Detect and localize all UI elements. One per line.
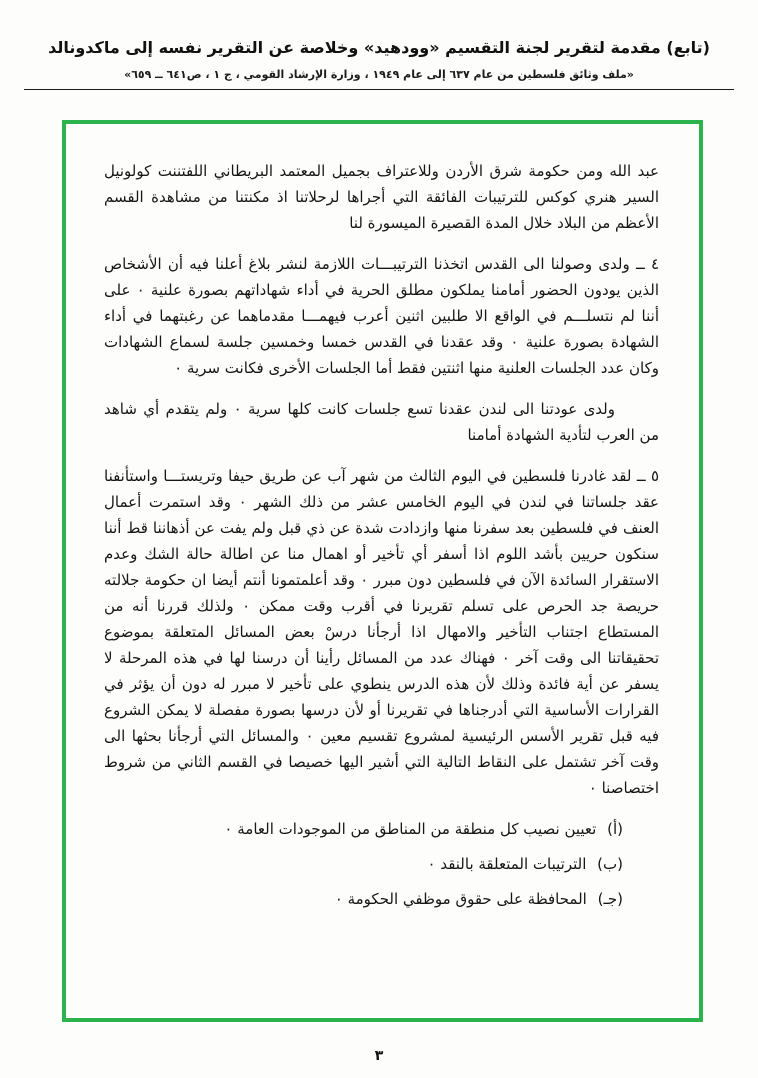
- paragraph-text: لقد غادرنا فلسطين في اليوم الثالث من شهر آب عن طريق حيفا وتريستـــا واستأنفنا عقد جلساتنا في لندن في اليوم الخامس عشر من ذلك الشهر ٠ وقد استمرت أعمال العنف في فلسطين بعد سفرنا منها وازدادت شدة عن ذي قبل ولم يفت عن أذهاننا قط أننا سنكون حريين بأشد اللوم اذا أسفر أي تأخير أو اهمال منا عن اطالة حالة الشك وعدم الاستقرار السائدة الآن في فلسطين دون مبرر ٠ وقد أعلمتمونا أنتم أيضا ان حكومة جلالته حريصة جد الحرص على تسلم تقريرنا في أقرب وقت ممكن ٠ ولذلك قررنا أنه من المستطاع اجتناب التأخير والامهال اذا أرجأنا درسْ بعض المسائل المتعلقة بموضوع تحقيقاتنا الى وقت آخر ٠ فهناك عدد من المسائل رأينا أن درسنا لها في هذه المرحلة لا يسفر عن أية فائدة وذلك لأن هذه الدرس ينطوي على تأخير لا مبرر له دون أن يؤثر في القرارات الأساسية التي أدرجناها في تقريرنا أو لأن درسها بصورة مفصلة لا يمكن الشروع فيه قبل تقرير الأسس الرئيسية لمشروع تقسيم معين ٠ والمسائل التي أرجأنا بحثها الى وقت آخر تشتمل على النقاط التالية التي أشير اليها خصيصا في القسم الثاني من شروط اختصاصنا ٠: [104, 467, 660, 797]
- paragraph-text: ولدى عودتنا الى لندن عقدنا تسع جلسات كانت كلها سرية ٠ ولم يتقدم أي شاهد من العرب لتأدية الشهادة أمامنا: [104, 400, 659, 444]
- list-marker-a: (أ): [607, 820, 623, 838]
- list-item-j: [104, 886, 623, 912]
- list-item-text: تعيين نصيب كل منطقة من المناطق من الموجودات العامة ٠: [224, 820, 597, 838]
- header-divider: [24, 89, 734, 90]
- list-marker-j: (جـ): [597, 890, 623, 908]
- paragraph-text: عبد الله ومن حكومة شرق الأردن وللاعتراف بجميل المعتمد البريطاني اللفتننت كولونيل السير هنري كوكس للترتيبات الفائقة التي أجراها لرحلاتنا اذ مكنتنا من مشاهدة القسم الأعظم من البلاد خلال المدة القصيرة الميسورة لنا: [104, 162, 659, 232]
- body-paragraph-london-sessions: [104, 396, 659, 448]
- document-header: [0, 0, 758, 90]
- body-paragraph-item-4: [104, 251, 659, 381]
- item-number-5: ٥ ــ: [636, 467, 659, 485]
- list-item-a: [104, 816, 623, 842]
- list-item-b: [104, 851, 623, 877]
- document-title: (تابع) مقدمة لتقرير لجنة التقسيم «وودهيد» وخلاصة عن التقرير نفسه إلى ماكدونالد: [48, 38, 710, 57]
- paragraph-text: ولدى وصولنا الى القدس اتخذنا الترتيبـــات اللازمة لنشر بلاغ أعلنا فيه أن الأشخاص الذين يودون الحضور أمامنا يملكون مطلق الحرية في أداء شهاداتهم بصورة علنية ٠ على أننا لم نتسلـــم في الواقع الا طلبين اثنين أعرب فيهمـــا مقدماهما عن رغبتهما في أداء الشهادة بصورة علنية ٠ وقد عقدنا في القدس خمسا وخمسين جلسة لسماع الشهادات وكان عدد الجلسات العلنية منها اثنتين فقط أما الجلسات الأخرى فكانت سرية ٠: [104, 255, 660, 377]
- body-paragraph-item-5: [104, 463, 659, 801]
- deferred-points-list: [104, 816, 659, 912]
- list-marker-b: (ب): [597, 855, 623, 873]
- list-item-text: المحافظة على حقوق موظفي الحكومة ٠: [334, 890, 587, 908]
- body-text-column: [66, 124, 699, 912]
- body-paragraph-continuation: [104, 158, 659, 236]
- document-source-line: «ملف وثائق فلسطين من عام ٦٣٧ إلى عام ١٩٤٩ ، وزارة الإرشاد القومي ، ج ١ ، ص٦٤١ ــ ٦٥٩»: [124, 68, 634, 81]
- list-item-text: الترتيبات المتعلقة بالنقد ٠: [427, 855, 587, 873]
- item-number-4: ٤ ــ: [635, 255, 659, 273]
- green-annotation-box: [62, 120, 703, 1022]
- page-number: ٣: [374, 1048, 384, 1064]
